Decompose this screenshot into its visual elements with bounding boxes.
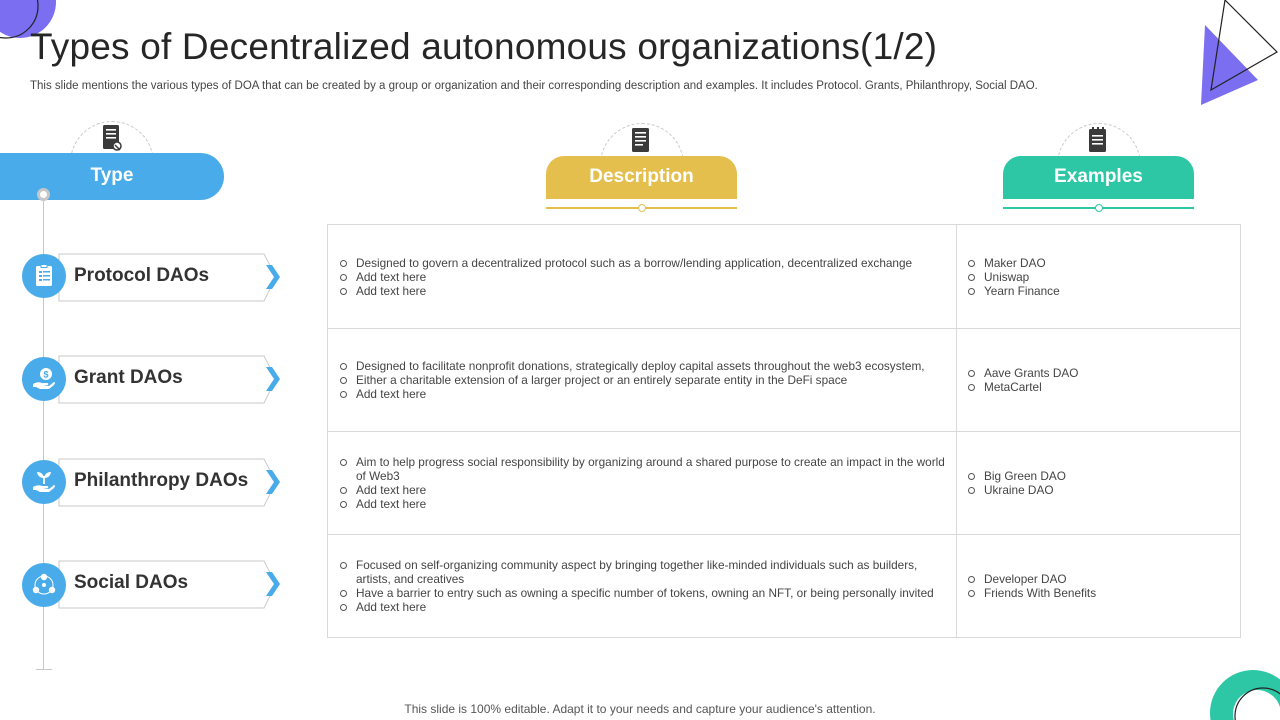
hand-plant-icon	[32, 470, 56, 494]
hand-coin-icon	[32, 367, 56, 391]
svg-text:$: $	[43, 369, 49, 380]
dao-types-table	[327, 224, 1241, 638]
timeline-start-dot	[37, 188, 50, 201]
description-list	[338, 455, 950, 512]
table-row	[328, 535, 1240, 637]
examples-list	[966, 256, 1236, 299]
description-item: Add text here	[338, 483, 950, 497]
description-cell	[338, 329, 950, 431]
description-list	[338, 558, 950, 615]
examples-list	[966, 469, 1236, 497]
example-item: Ukraine DAO	[966, 483, 1236, 497]
examples-cell	[966, 432, 1236, 534]
row-icon-circle	[22, 254, 66, 298]
examples-list	[966, 572, 1236, 600]
description-item: Add text here	[338, 600, 950, 614]
example-item: Aave Grants DAO	[966, 366, 1236, 380]
server-document-icon	[101, 124, 123, 152]
example-item: Maker DAO	[966, 256, 1236, 270]
description-item: Add text here	[338, 270, 950, 284]
type-label: Philanthropy DAOs	[74, 470, 249, 491]
examples-list	[966, 366, 1236, 394]
example-item: Developer DAO	[966, 572, 1236, 586]
description-item: Designed to govern a decentralized protocol such as a borrow/lending application, decentralized exchange	[338, 256, 950, 270]
table-row	[328, 225, 1240, 329]
table-row	[328, 432, 1240, 535]
type-tag-philanthropy	[58, 458, 284, 513]
page-subtitle: This slide mentions the various types of DOA that can be created by a group or organization and their corresponding description and examples. It includes Protocol. Grants, Philanthropy, Social DAO.	[30, 80, 1038, 92]
examples-underline-dot	[1095, 204, 1103, 212]
row-icon-circle	[22, 460, 66, 504]
page-title: Types of Decentralized autonomous organizations(1/2)	[30, 26, 938, 67]
description-cell	[338, 432, 950, 534]
timeline-end-cap	[36, 669, 52, 670]
description-item: Add text here	[338, 284, 950, 298]
type-tag-protocol	[58, 253, 284, 308]
examples-header: Examples	[1003, 156, 1194, 199]
example-item: Uniswap	[966, 270, 1236, 284]
clipboard-checklist-icon	[32, 264, 56, 288]
description-item: Have a barrier to entry such as owning a specific number of tokens, owning an NFT, or being personally invited	[338, 586, 950, 600]
corner-decoration-top-right	[1195, 0, 1280, 110]
description-item: Focused on self-organizing community aspect by bringing together like-minded individuals such as builders, artists, and creatives	[338, 558, 950, 586]
notepad-icon	[1088, 127, 1108, 154]
description-item: Add text here	[338, 497, 950, 511]
description-header: Description	[546, 156, 737, 199]
example-item: Yearn Finance	[966, 284, 1236, 298]
document-icon	[631, 127, 651, 154]
examples-cell	[966, 535, 1236, 637]
description-cell	[338, 225, 950, 329]
example-item: Friends With Benefits	[966, 586, 1236, 600]
row-icon-circle	[22, 357, 66, 401]
people-network-icon	[32, 573, 56, 597]
description-item: Either a charitable extension of a larger project or an entirely separate entity in the DeFi space	[338, 373, 950, 387]
footer-note: This slide is 100% editable. Adapt it to your needs and capture your audience's attention.	[404, 702, 876, 716]
description-item: Designed to facilitate nonprofit donations, strategically deploy capital assets throughout the web3 ecosystem,	[338, 359, 950, 373]
description-list	[338, 256, 950, 299]
type-label: Grant DAOs	[74, 367, 183, 388]
examples-cell	[966, 225, 1236, 329]
table-row	[328, 329, 1240, 432]
description-underline-dot	[638, 204, 646, 212]
type-tag-grant	[58, 355, 284, 410]
type-header: Type	[0, 153, 224, 200]
example-item: Big Green DAO	[966, 469, 1236, 483]
type-label: Protocol DAOs	[74, 265, 210, 286]
examples-cell	[966, 329, 1236, 431]
type-tag-social	[58, 560, 284, 615]
example-item: MetaCartel	[966, 380, 1236, 394]
description-list	[338, 359, 950, 402]
type-label: Social DAOs	[74, 572, 189, 593]
description-cell	[338, 535, 950, 637]
description-item: Aim to help progress social responsibility by organizing around a shared purpose to create an impact in the world of Web3	[338, 455, 950, 483]
row-icon-circle	[22, 563, 66, 607]
description-item: Add text here	[338, 387, 950, 401]
